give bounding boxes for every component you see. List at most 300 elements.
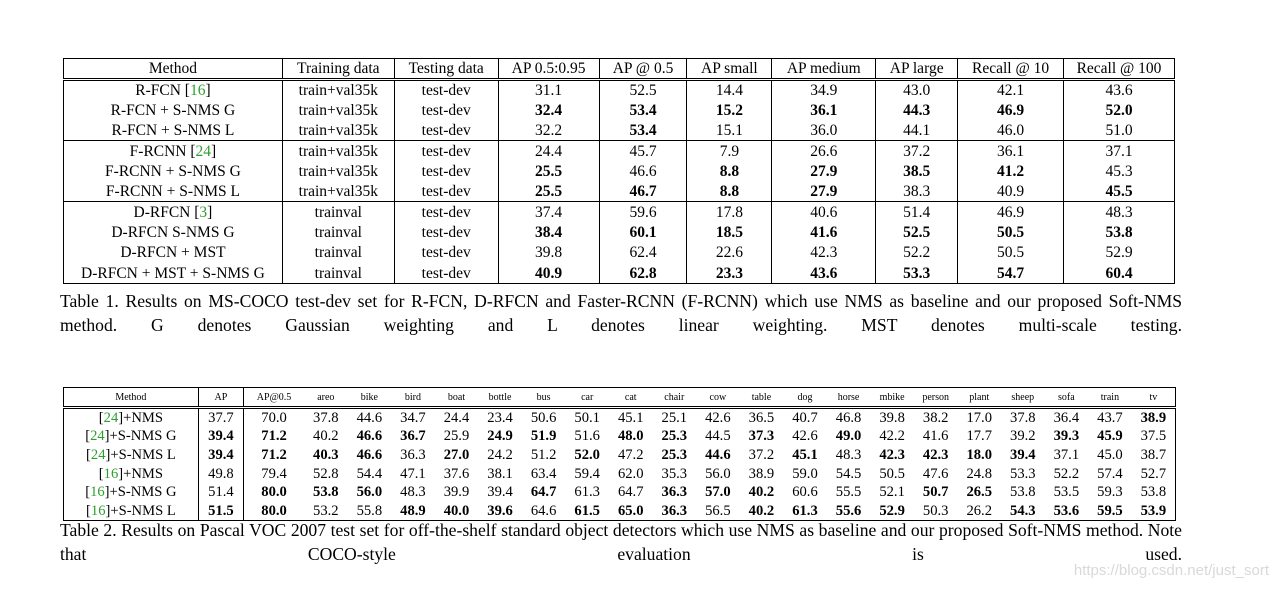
value-cell: 59.6 [599, 202, 687, 222]
value-cell [687, 161, 772, 181]
bold-value: 53.4 [629, 121, 657, 139]
value-cell [1064, 182, 1175, 202]
value-cell: 48.3 [400, 484, 426, 501]
value-cell: 38.7 [1132, 446, 1176, 465]
value-cell: 24.4 [435, 408, 479, 428]
value-cell [687, 263, 772, 283]
value-cell [772, 222, 876, 242]
value-cell: 59.4 [574, 465, 600, 482]
citation-number: 16 [90, 502, 106, 519]
column-header-horse: horse [827, 388, 871, 408]
value-cell [599, 263, 687, 283]
value-cell: 47.6 [922, 465, 949, 482]
value-cell: 50.6 [522, 408, 566, 428]
value-cell: train+val35k [282, 120, 394, 140]
value-cell [958, 263, 1064, 283]
value-cell: 52.1 [879, 484, 905, 501]
value-cell: 56.0 [705, 465, 731, 482]
value-cell [1064, 100, 1175, 120]
value-cell: 39.2 [1010, 428, 1036, 445]
value-cell [348, 446, 392, 465]
value-cell [522, 483, 566, 502]
value-cell: 53.8 [1010, 484, 1036, 501]
value-cell: 52.2 [1053, 465, 1080, 482]
value-cell: 48.3 [1064, 202, 1175, 222]
value-cell [1001, 446, 1045, 465]
bold-value: 27.0 [443, 447, 470, 464]
value-cell: 14.4 [687, 80, 772, 101]
bold-value: 40.0 [443, 502, 470, 519]
value-cell [876, 263, 958, 283]
value-cell: 42.1 [958, 80, 1064, 101]
value-cell: test-dev [394, 222, 498, 242]
bold-value: 60.4 [1105, 264, 1133, 282]
method-cell: F-RCNN + S-NMS G [64, 161, 283, 181]
citation-number: 24 [195, 142, 212, 160]
value-cell: 36.5 [740, 408, 784, 428]
value-cell: 52.7 [1132, 464, 1176, 483]
value-cell [772, 263, 876, 283]
citation-number: 24 [90, 428, 105, 445]
method-cell: D-RFCN + MST [64, 243, 283, 263]
value-cell: trainval [282, 243, 394, 263]
bold-value: 48.0 [617, 428, 644, 445]
bold-value: 42.3 [922, 447, 949, 464]
value-cell: 35.3 [661, 465, 688, 482]
method-cell: F-RCNN [24] [64, 141, 283, 161]
value-cell: 34.7 [391, 408, 435, 428]
value-cell [772, 100, 876, 120]
bold-value: 40.3 [313, 447, 339, 464]
value-cell: 43.6 [1064, 80, 1175, 101]
value-cell [244, 427, 304, 446]
value-cell: 39.4 [487, 484, 513, 501]
bold-value: 25.5 [535, 183, 563, 200]
citation-number: 16 [90, 484, 105, 501]
table2-body [64, 408, 1176, 521]
bold-value: 43.6 [810, 264, 838, 282]
bold-value: 48.9 [400, 502, 426, 519]
value-cell: 39.8 [498, 243, 599, 263]
method-cell: D-RFCN S-NMS G [64, 222, 283, 242]
value-cell: 42.3 [772, 243, 876, 263]
value-cell: train+val35k [282, 182, 394, 202]
column-header-dog: dog [783, 388, 827, 408]
column-header-ap: AP [198, 388, 243, 408]
bold-value: 51.9 [530, 428, 557, 445]
bold-value: 50.7 [922, 484, 949, 501]
value-cell [687, 222, 772, 242]
value-cell [1132, 408, 1176, 428]
value-cell: 45.7 [599, 141, 687, 161]
column-header-ap-0-5-0-95: AP 0.5:0.95 [498, 59, 599, 80]
bold-value: 41.6 [810, 224, 838, 242]
value-cell: 34.9 [772, 80, 876, 101]
value-cell [244, 483, 304, 502]
method-cell: R-FCN + S-NMS G [64, 100, 283, 120]
value-cell: 48.3 [835, 447, 862, 464]
value-cell: test-dev [394, 100, 498, 120]
value-cell: 50.5 [879, 465, 905, 482]
citation-number: 24 [90, 447, 106, 464]
table2-header-row [64, 388, 1176, 408]
value-cell: 37.6 [443, 465, 470, 482]
value-cell: 47.1 [400, 465, 426, 482]
value-cell [914, 446, 958, 465]
value-cell: 59.0 [792, 465, 818, 482]
bold-value: 24.9 [487, 428, 513, 445]
value-cell [876, 222, 958, 242]
value-cell: 46.8 [827, 408, 871, 428]
value-cell [565, 446, 609, 465]
value-cell: 53.5 [1053, 484, 1080, 501]
bold-value: 59.5 [1097, 502, 1123, 519]
column-header-tv: tv [1132, 388, 1176, 408]
value-cell [957, 483, 1001, 502]
method-cell: R-FCN + S-NMS L [64, 120, 283, 140]
table-row [64, 161, 1175, 181]
value-cell: 25.1 [653, 408, 697, 428]
bold-value: 39.4 [208, 428, 234, 445]
table-row [64, 100, 1175, 120]
table1-header-row [64, 59, 1175, 80]
value-cell: 52.5 [599, 80, 687, 101]
table-row [64, 464, 1176, 483]
bold-value: 46.7 [629, 183, 657, 200]
value-cell: 40.2 [313, 428, 339, 445]
value-cell [498, 182, 599, 202]
bold-value: 53.4 [629, 101, 657, 119]
value-cell: 39.9 [443, 484, 470, 501]
value-cell: 62.0 [617, 465, 644, 482]
value-cell [958, 222, 1064, 242]
value-cell: 41.6 [922, 428, 949, 445]
value-cell: 51.0 [1064, 120, 1175, 140]
value-cell [772, 182, 876, 202]
value-cell [783, 446, 827, 465]
value-cell [609, 427, 653, 446]
value-cell: 36.4 [1045, 408, 1089, 428]
bold-value: 55.6 [835, 502, 862, 519]
value-cell [498, 100, 599, 120]
value-cell: 50.3 [914, 502, 958, 521]
citation-number: 16 [189, 82, 206, 99]
value-cell [244, 446, 304, 465]
value-cell [599, 100, 687, 120]
value-cell: 15.1 [687, 120, 772, 140]
method-cell: [16]+S-NMS L [64, 502, 199, 521]
value-cell: 37.4 [498, 202, 599, 222]
value-cell: 60.6 [792, 484, 818, 501]
column-header-cow: cow [696, 388, 740, 408]
value-cell: 63.4 [530, 465, 557, 482]
bold-value: 51.5 [208, 502, 234, 519]
citation-number: 16 [103, 465, 119, 482]
column-header-ap-medium: AP medium [772, 59, 876, 80]
column-header-ap-small: AP small [687, 59, 772, 80]
value-cell: train+val35k [282, 100, 394, 120]
value-cell: 7.9 [687, 141, 772, 161]
value-cell [348, 427, 392, 446]
bold-value: 15.2 [715, 101, 743, 119]
bold-value: 36.7 [400, 428, 426, 445]
bold-value: 71.2 [261, 428, 287, 445]
value-cell [599, 182, 687, 202]
value-cell: 56.5 [696, 502, 740, 521]
value-cell: 24.8 [966, 465, 992, 482]
table1-group [64, 80, 1175, 141]
bold-value: 61.3 [792, 502, 818, 519]
value-cell [1045, 427, 1089, 446]
method-cell: [24]+NMS [64, 408, 199, 428]
table-row [64, 446, 1176, 465]
value-cell: 47.2 [617, 447, 644, 464]
value-cell: test-dev [394, 80, 498, 101]
column-header-bike: bike [348, 388, 392, 408]
bold-value: 27.9 [810, 162, 838, 180]
value-cell: 37.7 [198, 408, 243, 428]
bold-value: 45.1 [792, 447, 818, 464]
value-cell: 26.2 [957, 502, 1001, 521]
value-cell [696, 483, 740, 502]
value-cell [522, 427, 566, 446]
table1-group [64, 141, 1175, 202]
bold-value: 32.4 [535, 101, 563, 119]
column-header-car: car [565, 388, 609, 408]
table-row [64, 182, 1175, 202]
value-cell: 38.1 [487, 465, 513, 482]
value-cell: 40.6 [772, 202, 876, 222]
value-cell: 37.2 [876, 141, 958, 161]
bold-value: 27.9 [810, 183, 838, 200]
bold-value: 56.0 [356, 484, 383, 501]
value-cell: 37.8 [304, 408, 348, 428]
bold-value: 18.0 [966, 447, 992, 464]
value-cell: 37.1 [1064, 141, 1175, 161]
table-row [64, 80, 1175, 101]
value-cell: 54.5 [835, 465, 862, 482]
bold-value: 37.3 [748, 428, 775, 445]
bold-value: 39.4 [1010, 447, 1036, 464]
value-cell [687, 100, 772, 120]
value-cell: 42.2 [879, 428, 905, 445]
bold-value: 40.2 [748, 502, 775, 519]
value-cell: 55.5 [835, 484, 862, 501]
value-cell [958, 100, 1064, 120]
bold-value: 54.7 [997, 264, 1025, 282]
table1-caption: Table 1. Results on MS-COCO test-dev set for R-FCN, D-RFCN and Faster-RCNN (F-RCNN) which use NMS as baseline and our proposed Soft-NMS method. G denotes Gaussian weighting and L denotes linear weighting. MST denotes multi-scale testing. [60, 291, 1182, 335]
bold-value: 46.6 [356, 447, 383, 464]
value-cell: 46.0 [958, 120, 1064, 140]
column-header-bird: bird [391, 388, 435, 408]
value-cell: 38.3 [876, 182, 958, 202]
value-cell: 50.1 [565, 408, 609, 428]
bold-value: 53.8 [313, 484, 339, 501]
bold-value: 53.9 [1140, 502, 1167, 519]
value-cell: 40.7 [783, 408, 827, 428]
bold-value: 18.5 [715, 224, 743, 242]
bold-value: 38.4 [535, 224, 563, 242]
method-cell: [24]+S-NMS L [64, 446, 199, 465]
bold-value: 36.3 [661, 484, 688, 501]
value-cell: 37.5 [1132, 427, 1176, 446]
value-cell [740, 427, 784, 446]
value-cell [1064, 222, 1175, 242]
column-header-method: Method [64, 388, 199, 408]
value-cell: 38.2 [914, 408, 958, 428]
bold-value: 45.9 [1097, 428, 1123, 445]
bold-value: 49.0 [835, 428, 862, 445]
value-cell: 79.4 [244, 464, 304, 483]
value-cell: 42.6 [696, 408, 740, 428]
value-cell: 59.3 [1097, 484, 1123, 501]
citation-number: 3 [199, 203, 208, 221]
value-cell: test-dev [394, 141, 498, 161]
watermark-text: https://blog.csdn.net/just_sort [1073, 562, 1269, 579]
value-cell [498, 222, 599, 242]
value-cell: trainval [282, 263, 394, 283]
value-cell: 36.0 [772, 120, 876, 140]
value-cell: 45.1 [609, 408, 653, 428]
value-cell: train+val35k [282, 141, 394, 161]
bold-value: 80.0 [261, 502, 287, 519]
value-cell: 45.0 [1097, 447, 1123, 464]
column-header-train: train [1088, 388, 1132, 408]
value-cell: 44.6 [348, 408, 392, 428]
column-header-training-data: Training data [282, 59, 394, 80]
value-cell: 37.2 [748, 447, 775, 464]
bold-value: 38.9 [1140, 410, 1167, 426]
bold-value: 45.5 [1105, 183, 1133, 200]
column-header-ap-0-5: AP@0.5 [244, 388, 304, 408]
table2-caption: Table 2. Results on Pascal VOC 2007 test set for off-the-shelf standard object detectors which use NMS as baseline and our proposed Soft-NMS method. Note that COCO-style evaluation is used. [60, 520, 1182, 564]
value-cell [198, 446, 243, 465]
column-header-method: Method [64, 59, 283, 80]
value-cell: 40.9 [958, 182, 1064, 202]
bold-value: 61.5 [574, 502, 600, 519]
value-cell [687, 182, 772, 202]
value-cell: 53.8 [1132, 483, 1176, 502]
value-cell: 43.0 [876, 80, 958, 101]
bold-value: 57.0 [705, 484, 731, 501]
bold-value: 50.5 [997, 224, 1025, 242]
column-header-ap-large: AP large [876, 59, 958, 80]
value-cell [348, 483, 392, 502]
column-header-cat: cat [609, 388, 653, 408]
bold-value: 23.3 [715, 264, 743, 282]
column-header-boat: boat [435, 388, 479, 408]
value-cell: 52.8 [313, 465, 339, 482]
value-cell [498, 263, 599, 283]
bold-value: 44.6 [705, 447, 731, 464]
value-cell [599, 222, 687, 242]
bold-value: 39.3 [1053, 428, 1080, 445]
value-cell: test-dev [394, 243, 498, 263]
bold-value: 62.8 [629, 264, 657, 282]
value-cell: 36.1 [958, 141, 1064, 161]
value-cell: 23.4 [478, 408, 522, 428]
value-cell: 46.9 [958, 202, 1064, 222]
table-row [64, 243, 1175, 263]
value-cell: 51.6 [574, 428, 600, 445]
bold-value: 71.2 [261, 447, 287, 464]
column-header-sheep: sheep [1001, 388, 1045, 408]
column-header-ap-0-5: AP @ 0.5 [599, 59, 687, 80]
value-cell [304, 483, 348, 502]
value-cell: 55.8 [348, 502, 392, 521]
value-cell: 32.2 [498, 120, 599, 140]
bold-value: 38.5 [903, 162, 931, 180]
value-cell: 38.9 [748, 465, 775, 482]
bold-value: 8.8 [719, 162, 740, 180]
value-cell: 39.8 [870, 408, 914, 428]
bold-value: 46.6 [356, 428, 383, 445]
value-cell [958, 161, 1064, 181]
value-cell [740, 483, 784, 502]
value-cell: test-dev [394, 263, 498, 283]
value-cell [653, 446, 697, 465]
value-cell: 37.1 [1053, 447, 1080, 464]
column-header-areo: areo [304, 388, 348, 408]
value-cell: 61.3 [574, 484, 600, 501]
value-cell [304, 446, 348, 465]
value-cell: 53.2 [304, 502, 348, 521]
column-header-table: table [740, 388, 784, 408]
value-cell [870, 446, 914, 465]
method-cell: [16]+S-NMS G [64, 483, 199, 502]
table-row [64, 141, 1175, 161]
value-cell [653, 483, 697, 502]
bold-value: 40.2 [748, 484, 775, 501]
column-header-testing-data: Testing data [394, 59, 498, 80]
bold-value: 26.5 [966, 484, 992, 501]
bold-value: 25.5 [535, 162, 563, 180]
table-row [64, 120, 1175, 140]
value-cell: test-dev [394, 202, 498, 222]
bold-value: 60.1 [629, 224, 657, 242]
value-cell: train+val35k [282, 80, 394, 101]
column-header-recall-100: Recall @ 100 [1064, 59, 1175, 80]
value-cell: trainval [282, 222, 394, 242]
value-cell: 37.8 [1001, 408, 1045, 428]
column-header-bus: bus [522, 388, 566, 408]
value-cell: test-dev [394, 120, 498, 140]
column-header-person: person [914, 388, 958, 408]
value-cell: 51.4 [198, 483, 243, 502]
column-header-mbike: mbike [870, 388, 914, 408]
value-cell: 52.9 [1064, 243, 1175, 263]
value-cell [696, 446, 740, 465]
value-cell [498, 161, 599, 181]
value-cell: test-dev [394, 182, 498, 202]
bold-value: 53.3 [903, 264, 931, 282]
value-cell [599, 120, 687, 140]
value-cell: 24.4 [498, 141, 599, 161]
value-cell: 31.1 [498, 80, 599, 101]
value-cell: 52.2 [876, 243, 958, 263]
column-header-chair: chair [653, 388, 697, 408]
bold-value: 52.5 [903, 224, 931, 242]
value-cell: 57.4 [1097, 465, 1123, 482]
table-row [64, 202, 1175, 222]
bold-value: 44.3 [903, 101, 931, 119]
value-cell: 54.4 [356, 465, 383, 482]
coco-results-table [63, 58, 1175, 284]
value-cell [1064, 263, 1175, 283]
value-cell [478, 427, 522, 446]
value-cell [653, 427, 697, 446]
bold-value: 39.4 [208, 447, 234, 464]
